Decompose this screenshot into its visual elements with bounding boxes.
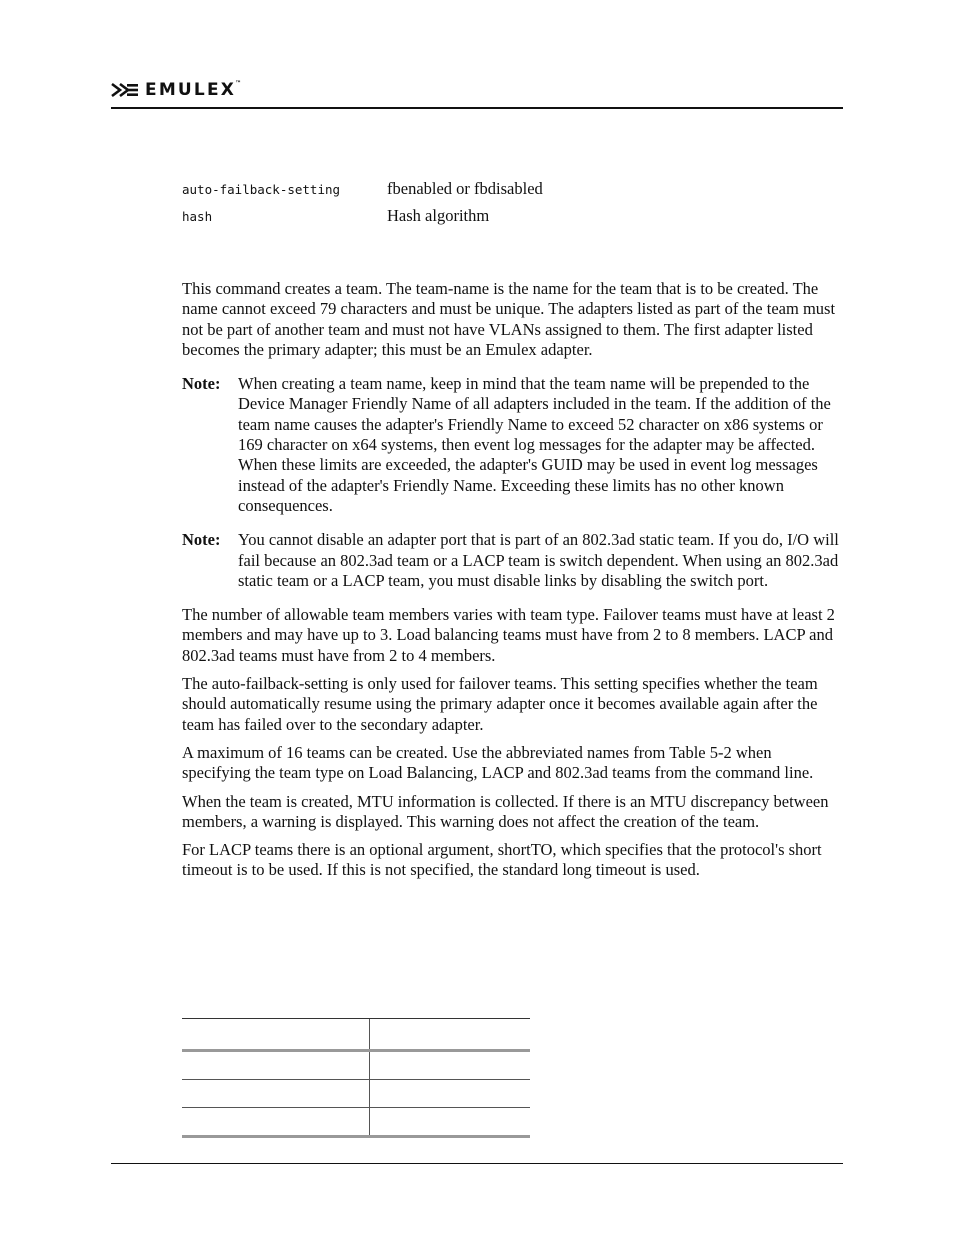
- param-name: hash: [182, 209, 213, 224]
- note-text: You cannot disable an adapter port that is part of an 802.3ad static team. If you do, I/O will fail because an 802.3ad team or a LACP team is switch dependent. When using an 802.3ad static team or a LACP team, you must disable links by disabling the switch port.: [238, 530, 839, 590]
- parameter-list: [182, 179, 543, 233]
- note-text: When creating a team name, keep in mind that the team name will be prepended to the Device Manager Friendly Name of all adapters included in the team. If the addition of the team name causes the adapter's Friendly Name to exceed 52 character on x86 systems or 169 character on x64 systems, then event log messages for the adapter may be affected. When these limits are exceeded, the adapter's GUID may be used in event log messages instead of the adapter's Friendly Name. Exceeding these limits has no other known consequences.: [238, 374, 831, 515]
- param-description: fbenabled or fbdisabled: [387, 179, 543, 198]
- footer-rule: [111, 1163, 843, 1164]
- paragraph: When the team is created, MTU information is collected. If there is an MTU discrepancy between members, a warning is displayed. This warning does not affect the creation of the team.: [182, 791, 829, 831]
- param-row: [182, 179, 543, 206]
- paragraph: The auto-failback-setting is only used for failover teams. This setting specifies whether the team should automatically resume using the primary adapter once it becomes available again after the team has failed over to the secondary adapter.: [182, 674, 818, 734]
- table-row: [182, 1080, 530, 1108]
- paragraph: For LACP teams there is an optional argument, shortTO, which specifies that the protocol's short timeout is to be used. If this is not specified, the standard long timeout is used.: [182, 840, 822, 880]
- paragraph: A maximum of 16 teams can be created. Use the abbreviated names from Table 5-2 when specifying the team type on Load Balancing, LACP and 802.3ad teams from the command line.: [182, 742, 814, 783]
- paragraph: This command creates a team. The team-name is the name for the team that is to be created. The name cannot exceed 79 characters and must be unique. The adapters listed as part of the team must not be part of another team and must not have VLANs assigned to them. The first adapter listed becomes the primary adapter; this must be an Emulex adapter.: [182, 279, 836, 359]
- emulex-mark-icon: [111, 82, 139, 98]
- param-name: auto-failback-setting: [182, 182, 341, 197]
- table-cell: [370, 1080, 530, 1107]
- table-cell: [182, 1080, 370, 1107]
- logo-text: EMULEX™: [145, 80, 244, 100]
- note: [182, 374, 842, 516]
- team-type-table: [182, 1018, 530, 1138]
- table-cell: [182, 1052, 370, 1079]
- param-row: [182, 206, 543, 233]
- header-rule: [111, 107, 843, 109]
- note-label: Note:: [182, 530, 221, 550]
- table-cell: [370, 1108, 530, 1135]
- table-header-cell: [370, 1019, 530, 1049]
- paragraph: The number of allowable team members varies with team type. Failover teams must have at least 2 members and may have up to 3. Load balancing teams must have from 2 to 8 members. LACP and 802.3ad teams must have from 2 to 4 members.: [182, 605, 835, 665]
- note-label: Note:: [182, 374, 221, 394]
- table-cell: [182, 1108, 370, 1135]
- table-row: [182, 1108, 530, 1138]
- table-row: [182, 1052, 530, 1080]
- note: [182, 530, 842, 591]
- table-cell: [370, 1052, 530, 1079]
- param-description: Hash algorithm: [387, 206, 490, 225]
- logo-trademark: ™: [235, 80, 244, 87]
- emulex-logo: [111, 80, 243, 100]
- table-header-cell: [182, 1019, 370, 1049]
- body-text: [182, 279, 842, 889]
- table-header-row: [182, 1018, 530, 1052]
